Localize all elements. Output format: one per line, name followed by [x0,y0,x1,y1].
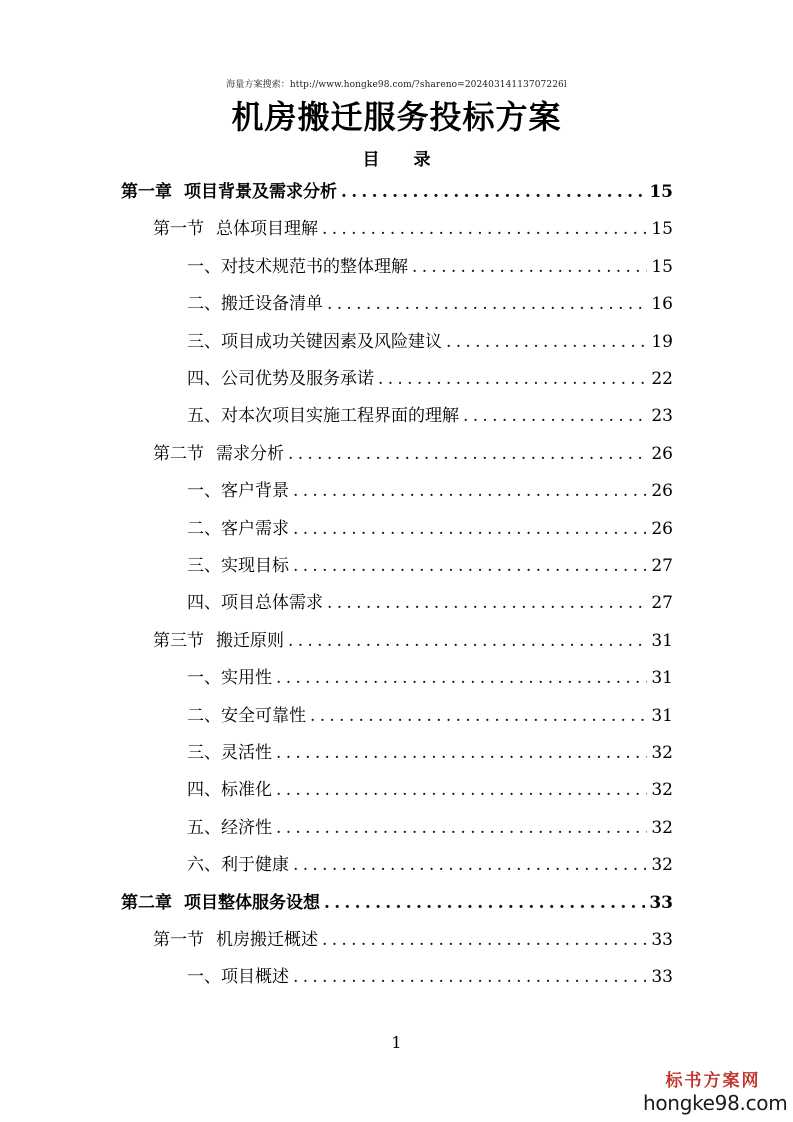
toc-entry-text: 经济性 [221,817,272,838]
toc-dot-leader [293,552,647,580]
toc-entry-number: 一、 [187,668,221,689]
toc-entry-label [153,440,288,468]
toc-entry-label [187,290,327,318]
toc-entry-label [187,739,276,767]
toc-entry-text: 对技术规范书的整体理解 [221,256,408,277]
toc-entry-page: 15 [649,182,673,202]
toc-entry-label [121,889,324,917]
toc-entry-number: 一、 [187,481,221,502]
toc-entry-text: 客户背景 [221,481,289,502]
toc-entry-text: 机房搬迁概述 [216,930,318,950]
toc-dot-leader [276,814,647,842]
site-watermark-logo [643,1066,788,1115]
toc-entry[interactable] [187,402,673,430]
toc-entry-number: 第一章 [121,182,172,202]
toc-entry[interactable] [187,851,673,879]
toc-entry[interactable] [187,253,673,281]
toc-dot-leader [341,178,645,206]
toc-entry-text: 项目整体服务设想 [184,892,320,913]
toc-entry-label [187,814,276,842]
toc-entry-page: 27 [651,593,673,614]
toc-entry-page: 26 [651,518,673,539]
toc-entry-label [153,627,288,655]
toc-entry[interactable] [187,290,673,318]
toc-entry-label [187,253,412,281]
toc-entry-page: 33 [651,967,673,988]
toc-dot-leader [293,515,647,543]
toc-entry-page: 27 [651,556,673,576]
document-title: 机房搬迁服务投标方案 [231,98,562,136]
toc-entry-page: 23 [651,406,673,427]
header-source-note: 海量方案搜索：http://www.hongke98.com/?shareno=20240314113707226l [226,80,567,90]
toc-entry[interactable] [187,814,673,842]
toc-entry-page: 32 [651,855,673,876]
toc-dot-leader [412,253,647,281]
toc-entry-label [187,776,276,804]
toc-dot-leader [322,215,647,243]
toc-dot-leader [293,851,647,879]
toc-entry-label [187,552,293,580]
toc-entry[interactable] [187,664,673,692]
toc-dot-leader [446,328,647,356]
toc-entry-number: 二、 [187,294,221,315]
toc-entry-page: 26 [651,481,673,502]
toc-entry-label [153,215,322,243]
toc-entry-page: 32 [651,743,673,763]
toc-entry[interactable] [187,328,673,356]
toc-entry[interactable] [187,739,673,767]
toc-entry-label [187,702,310,730]
toc-entry-number: 三、 [187,556,221,576]
toc-entry-label [187,477,293,505]
toc-entry-text: 公司优势及服务承诺 [221,369,374,389]
toc-entry-label [187,365,378,393]
toc-entry[interactable] [187,515,673,543]
toc-entry-text: 项目总体需求 [221,593,323,614]
toc-entry[interactable] [187,963,673,991]
toc-entry[interactable] [153,215,673,243]
toc-entry-text: 总体项目理解 [216,219,318,240]
toc-dot-leader [327,589,647,617]
toc-entry-text: 搬迁设备清单 [221,294,323,315]
toc-dot-leader [378,365,647,393]
toc-dot-leader [327,290,647,318]
toc-entry-number: 第一节 [153,219,204,240]
toc-entry[interactable] [153,627,673,655]
toc-entry[interactable] [187,589,673,617]
watermark-en-text: hongke98.com [643,1091,788,1115]
toc-entry-text: 项目概述 [221,967,289,988]
toc-entry-label [187,402,463,430]
watermark-cn-text: 标书方案网 [665,1071,761,1091]
toc-entry-page: 32 [651,817,673,838]
toc-entry-number: 第一节 [153,930,204,950]
toc-entry-number: 第三节 [153,630,204,651]
toc-entry-page: 26 [651,443,673,464]
toc-entry-label [187,515,293,543]
toc-dot-leader [463,402,647,430]
toc-entry-page: 33 [651,930,673,950]
toc-entry-text: 实现目标 [221,556,289,576]
toc-entry-number: 一、 [187,967,221,988]
toc-entry-label [187,589,327,617]
toc-entry-number: 四、 [187,593,221,614]
toc-entry-text: 利于健康 [221,855,289,876]
toc-entry-text: 项目背景及需求分析 [184,182,337,202]
toc-entry-label [187,851,293,879]
toc-entry-page: 32 [651,780,673,801]
toc-entry-text: 项目成功关键因素及风险建议 [221,331,442,352]
toc-entry-page: 15 [651,256,673,277]
toc-dot-leader [276,739,647,767]
toc-entry-number: 一、 [187,256,221,277]
toc-entry[interactable] [187,477,673,505]
toc-entry-label [153,926,322,954]
toc-dot-leader [293,477,647,505]
toc-entry-number: 二、 [187,705,221,726]
toc-entry-number: 五、 [187,406,221,427]
toc-entry-label [121,178,341,206]
toc-dot-leader [276,776,647,804]
toc-dot-leader [322,926,647,954]
toc-entry-text: 灵活性 [221,743,272,763]
page-number: 1 [391,1033,402,1052]
toc-dot-leader [293,963,647,991]
toc-entry-label [187,664,276,692]
toc-dot-leader [288,627,647,655]
toc-entry-number: 二、 [187,518,221,539]
toc-entry[interactable] [187,552,673,580]
toc-entry[interactable] [187,776,673,804]
toc-entry[interactable] [153,440,673,468]
toc-entry-page: 16 [651,294,673,315]
toc-entry-number: 六、 [187,855,221,876]
toc-entry-number: 四、 [187,780,221,801]
toc-entry-text: 需求分析 [216,443,284,464]
toc-entry-text: 实用性 [221,668,272,689]
toc-entry-page: 31 [651,705,673,726]
toc-entry-text: 对本次项目实施工程界面的理解 [221,406,459,427]
toc-heading: 目 录 [362,150,445,170]
toc-entry-label [187,328,446,356]
toc-entry-number: 第二节 [153,443,204,464]
toc-dot-leader [324,889,645,917]
toc-dot-leader [288,440,647,468]
toc-entry-page: 22 [651,369,673,389]
toc-entry-text: 安全可靠性 [221,705,306,726]
toc-entry[interactable] [187,365,673,393]
toc-dot-leader [310,702,647,730]
toc-entry-number: 三、 [187,743,221,763]
toc-entry-number: 四、 [187,369,221,389]
toc-entry-number: 第二章 [121,892,172,913]
toc-entry-page: 31 [651,668,673,689]
toc-entry[interactable] [121,178,673,206]
toc-entry-page: 33 [649,892,673,913]
toc-entry-text: 标准化 [221,780,272,801]
toc-entry-text: 客户需求 [221,518,289,539]
toc-entry-page: 19 [651,331,673,352]
toc-entry-label [187,963,293,991]
toc-entry-number: 三、 [187,331,221,352]
toc-entry-page: 15 [651,219,673,240]
toc-entry[interactable] [121,889,673,917]
toc-entry[interactable] [187,702,673,730]
toc-entry-page: 31 [651,630,673,651]
toc-dot-leader [276,664,647,692]
toc-entry-text: 搬迁原则 [216,630,284,651]
toc-entry-number: 五、 [187,817,221,838]
toc-entry[interactable] [153,926,673,954]
